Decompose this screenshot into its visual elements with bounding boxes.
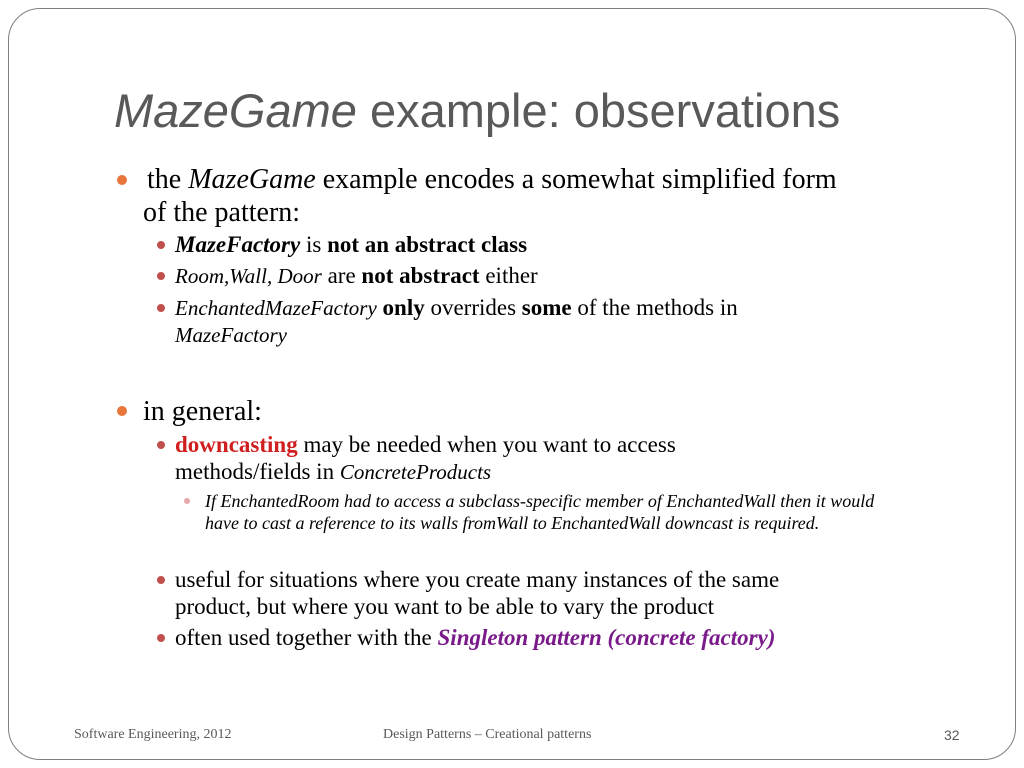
sub-bullet-text: MazeFactory is not an abstract class <box>175 232 528 257</box>
sub-bullet-marker <box>157 304 165 312</box>
sub-bullet-marker <box>157 241 165 249</box>
sub-bullet-text: EnchantedMazeFactory only overrides some of the methods in <box>175 295 738 320</box>
bullet-text: the MazeGame example encodes a somewhat simplified form <box>147 164 837 195</box>
bullet-text-continuation: of the pattern: <box>143 197 301 228</box>
sub-bullet-marker <box>157 272 165 280</box>
footer-center: Design Patterns – Creational patterns <box>383 727 592 742</box>
sub-sub-bullet-marker <box>184 498 190 504</box>
sub-bullet-text: Room,Wall, Door are not abstract either <box>175 263 538 288</box>
sub-bullet-text: often used together with the Singleton pattern (concrete factory) <box>175 625 776 650</box>
sub-bullet-text-continuation: product, but where you want to be able to vary the product <box>175 594 715 619</box>
sub-sub-bullet-text: If EnchantedRoom had to access a subclass-specific member of EnchantedWall then it would <box>205 491 875 511</box>
sub-sub-bullet-text-continuation: have to cast a reference to its walls fromWall to EnchantedWall downcast is required. <box>205 513 820 533</box>
slide-title <box>114 84 994 138</box>
bullet-marker <box>117 406 127 416</box>
title-italic: MazeGame <box>114 84 357 137</box>
sub-bullet-text: useful for situations where you create many instances of the same <box>175 567 780 592</box>
bullet-text: in general: <box>143 396 262 427</box>
footer-left: Software Engineering, 2012 <box>74 727 232 742</box>
page-number: 32 <box>944 727 960 743</box>
sub-bullet-text-continuation: MazeFactory <box>175 323 287 347</box>
sub-bullet-marker <box>157 441 165 449</box>
sub-bullet-marker <box>157 576 165 584</box>
title-rest: example: observations <box>356 84 841 137</box>
bullet-marker <box>117 175 127 185</box>
sub-bullet-text: downcasting may be needed when you want to access <box>175 432 676 457</box>
sub-bullet-text-continuation: methods/fields in ConcreteProducts <box>175 459 492 484</box>
sub-bullet-marker <box>157 634 165 642</box>
